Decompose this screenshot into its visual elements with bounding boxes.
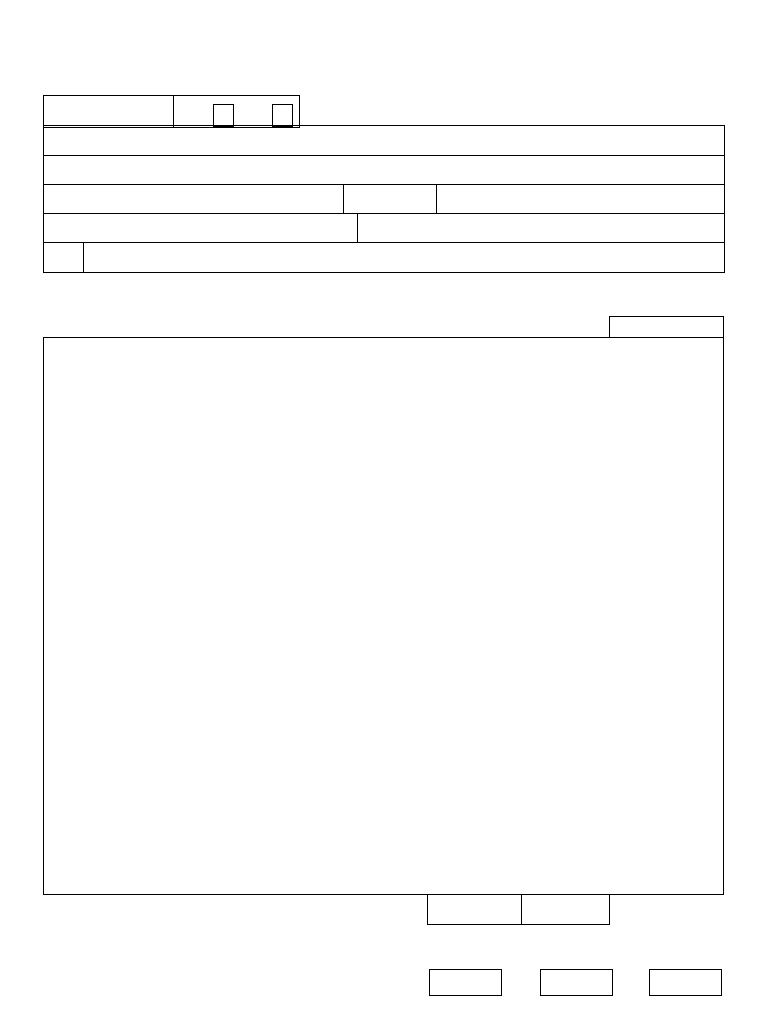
- save-button[interactable]: [540, 969, 613, 996]
- entry-grid: [43, 337, 724, 895]
- total-box: [427, 894, 610, 925]
- contact-box: [43, 125, 725, 273]
- no-checkbox[interactable]: [272, 104, 293, 127]
- exhibitor-number-field[interactable]: [43, 95, 174, 128]
- official-use-box: [609, 316, 724, 338]
- clear-button[interactable]: [429, 969, 502, 996]
- yes-checkbox[interactable]: [213, 104, 234, 127]
- print-button[interactable]: [649, 969, 722, 996]
